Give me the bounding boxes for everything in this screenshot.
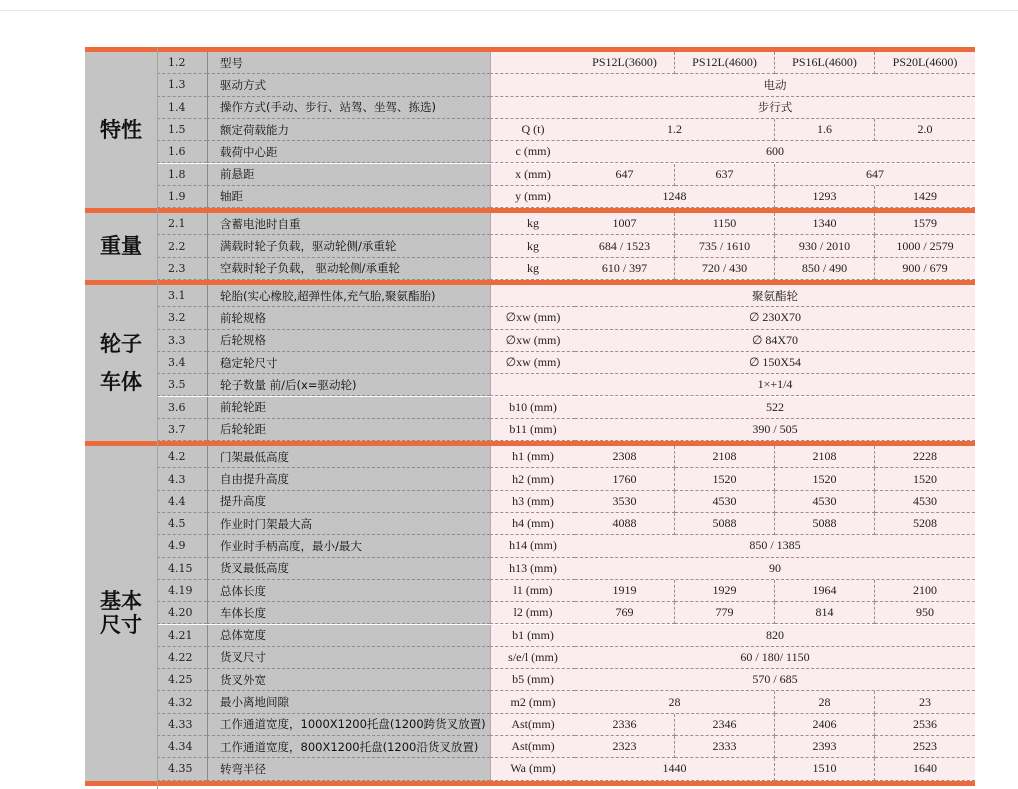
row-name: 提升高度 xyxy=(207,491,490,513)
row-unit: h13 (mm) xyxy=(490,558,575,580)
section-label-line: 车体 xyxy=(100,370,142,395)
value-cell: 5208 xyxy=(875,513,975,535)
value-cell: 90 xyxy=(575,558,975,580)
row-number: 3.6 xyxy=(157,397,207,419)
row-unit: h4 (mm) xyxy=(490,513,575,535)
row-number: 4.32 xyxy=(157,691,207,713)
section-label xyxy=(85,285,157,441)
row-unit: kg xyxy=(490,235,575,257)
value-cell: 2108 xyxy=(675,446,775,468)
value-cell: 735 / 1610 xyxy=(675,235,775,257)
value-cell: 28 xyxy=(575,691,775,713)
row-name: 最小离地间隙 xyxy=(207,691,490,713)
row-unit: Ast(mm) xyxy=(490,714,575,736)
value-cell: 1429 xyxy=(875,186,975,208)
page-top-divider xyxy=(0,10,1018,11)
row-number: 4.5 xyxy=(157,513,207,535)
value-cell: PS12L(4600) xyxy=(675,52,775,74)
value-cell: 4530 xyxy=(675,491,775,513)
row-number: 1.5 xyxy=(157,119,207,141)
row-unit xyxy=(490,74,575,96)
row-unit: h2 (mm) xyxy=(490,468,575,490)
row-name: 货叉外宽 xyxy=(207,669,490,691)
row-unit: b1 (mm) xyxy=(490,625,575,647)
section-divider xyxy=(85,781,975,786)
value-cell: 1520 xyxy=(675,468,775,490)
section-label xyxy=(85,446,157,781)
value-cell: 4088 xyxy=(575,513,675,535)
row-name: 轴距 xyxy=(207,186,490,208)
section-label-line: 重量 xyxy=(100,234,142,259)
value-cell: 5088 xyxy=(775,513,875,535)
value-cell: 2523 xyxy=(875,736,975,758)
row-name: 自由提升高度 xyxy=(207,468,490,490)
value-cell: 522 xyxy=(575,397,975,419)
value-cell: 600 xyxy=(575,141,975,163)
row-unit: h3 (mm) xyxy=(490,491,575,513)
value-cell: 930 / 2010 xyxy=(775,235,875,257)
section-label xyxy=(85,52,157,208)
value-cell: 2228 xyxy=(875,446,975,468)
row-number: 4.20 xyxy=(157,602,207,624)
row-unit: b10 (mm) xyxy=(490,397,575,419)
value-cell: PS12L(3600) xyxy=(575,52,675,74)
section-label xyxy=(85,213,157,280)
value-cell: 850 / 490 xyxy=(775,258,875,280)
value-cell: 1.2 xyxy=(575,119,775,141)
value-cell: 2108 xyxy=(775,446,875,468)
value-cell: 850 / 1385 xyxy=(575,535,975,557)
row-unit: Q (t) xyxy=(490,119,575,141)
value-cell: 1929 xyxy=(675,580,775,602)
section-label-line: 轮子 xyxy=(100,331,142,356)
row-number: 4.33 xyxy=(157,714,207,736)
row-number: 3.2 xyxy=(157,307,207,329)
row-unit: ∅xw (mm) xyxy=(490,352,575,374)
row-unit: m2 (mm) xyxy=(490,691,575,713)
row-number: 4.21 xyxy=(157,625,207,647)
row-name: 作业时手柄高度，最小/最大 xyxy=(207,535,490,557)
value-cell: PS16L(4600) xyxy=(775,52,875,74)
value-cell: 电动 xyxy=(575,74,975,96)
value-cell: 647 xyxy=(575,164,675,186)
row-name: 轮子数量 前/后(x=驱动轮) xyxy=(207,374,490,396)
row-unit: x (mm) xyxy=(490,164,575,186)
row-unit: b11 (mm) xyxy=(490,419,575,441)
column-separator xyxy=(157,47,158,789)
value-cell: 1760 xyxy=(575,468,675,490)
row-unit xyxy=(490,97,575,119)
spec-table xyxy=(85,47,975,789)
row-name: 总体宽度 xyxy=(207,625,490,647)
row-unit: l2 (mm) xyxy=(490,602,575,624)
row-unit: s/e/l (mm) xyxy=(490,647,575,669)
row-name: 驱动方式 xyxy=(207,74,490,96)
section-label-line: 尺寸 xyxy=(100,613,142,638)
row-name: 载荷中心距 xyxy=(207,141,490,163)
row-unit: l1 (mm) xyxy=(490,580,575,602)
row-number: 4.4 xyxy=(157,491,207,513)
value-cell: 2308 xyxy=(575,446,675,468)
value-cell: 647 xyxy=(775,164,975,186)
row-number: 1.2 xyxy=(157,52,207,74)
row-number: 2.3 xyxy=(157,258,207,280)
row-number: 1.6 xyxy=(157,141,207,163)
value-cell: 779 xyxy=(675,602,775,624)
row-number: 4.25 xyxy=(157,669,207,691)
row-unit: c (mm) xyxy=(490,141,575,163)
row-number: 3.1 xyxy=(157,285,207,307)
row-name: 转弯半径 xyxy=(207,758,490,780)
value-cell: 814 xyxy=(775,602,875,624)
row-unit: Wa (mm) xyxy=(490,758,575,780)
value-cell: 1340 xyxy=(775,213,875,235)
value-cell: 2406 xyxy=(775,714,875,736)
row-name: 前轮规格 xyxy=(207,307,490,329)
value-cell: 2393 xyxy=(775,736,875,758)
row-unit: kg xyxy=(490,258,575,280)
row-unit xyxy=(490,374,575,396)
value-cell: 390 / 505 xyxy=(575,419,975,441)
value-cell: 900 / 679 xyxy=(875,258,975,280)
row-name: 轮胎(实心橡胶,超弹性体,充气胎,聚氨酯胎) xyxy=(207,285,490,307)
row-number: 1.4 xyxy=(157,97,207,119)
value-cell: 1579 xyxy=(875,213,975,235)
row-unit: ∅xw (mm) xyxy=(490,330,575,352)
value-cell: 1919 xyxy=(575,580,675,602)
value-cell: 2323 xyxy=(575,736,675,758)
row-name: 后轮规格 xyxy=(207,330,490,352)
section-label-line: 基本 xyxy=(100,589,142,614)
value-cell: 769 xyxy=(575,602,675,624)
value-cell: 4530 xyxy=(775,491,875,513)
row-number: 4.34 xyxy=(157,736,207,758)
value-cell: 720 / 430 xyxy=(675,258,775,280)
row-unit: h14 (mm) xyxy=(490,535,575,557)
row-number: 4.19 xyxy=(157,580,207,602)
row-name: 门架最低高度 xyxy=(207,446,490,468)
row-name: 货叉最低高度 xyxy=(207,558,490,580)
row-name: 工作通道宽度，1000X1200托盘(1200跨货叉放置) xyxy=(207,714,490,736)
value-cell: 23 xyxy=(875,691,975,713)
value-cell: ∅ 84X70 xyxy=(575,330,975,352)
row-unit: h1 (mm) xyxy=(490,446,575,468)
row-name: 工作通道宽度，800X1200托盘(1200沿货叉放置) xyxy=(207,736,490,758)
row-name: 总体长度 xyxy=(207,580,490,602)
value-cell: 1510 xyxy=(775,758,875,780)
value-cell: 1640 xyxy=(875,758,975,780)
value-cell: 1520 xyxy=(775,468,875,490)
value-cell: 3530 xyxy=(575,491,675,513)
row-number: 4.3 xyxy=(157,468,207,490)
row-name: 前悬距 xyxy=(207,164,490,186)
row-number: 3.4 xyxy=(157,352,207,374)
row-name: 货叉尺寸 xyxy=(207,647,490,669)
value-cell: 570 / 685 xyxy=(575,669,975,691)
row-number: 1.8 xyxy=(157,164,207,186)
row-number: 4.15 xyxy=(157,558,207,580)
value-cell: ∅ 230X70 xyxy=(575,307,975,329)
row-number: 3.7 xyxy=(157,419,207,441)
row-number: 2.2 xyxy=(157,235,207,257)
row-name: 稳定轮尺寸 xyxy=(207,352,490,374)
value-cell: 1.6 xyxy=(775,119,875,141)
value-cell: 1000 / 2579 xyxy=(875,235,975,257)
row-number: 4.2 xyxy=(157,446,207,468)
value-cell: ∅ 150X54 xyxy=(575,352,975,374)
value-cell: 1×+1/4 xyxy=(575,374,975,396)
row-number: 4.9 xyxy=(157,535,207,557)
value-cell: 2336 xyxy=(575,714,675,736)
row-name: 含蓄电池时自重 xyxy=(207,213,490,235)
row-name: 空载时轮子负载， 驱动轮侧/承重轮 xyxy=(207,258,490,280)
value-cell: 1007 xyxy=(575,213,675,235)
row-number: 2.1 xyxy=(157,213,207,235)
value-cell: 5088 xyxy=(675,513,775,535)
value-cell: 4530 xyxy=(875,491,975,513)
row-name: 型号 xyxy=(207,52,490,74)
row-number: 4.35 xyxy=(157,758,207,780)
value-cell: 2333 xyxy=(675,736,775,758)
value-cell: 1150 xyxy=(675,213,775,235)
row-name: 后轮轮距 xyxy=(207,419,490,441)
row-unit: Ast(mm) xyxy=(490,736,575,758)
value-cell: 2536 xyxy=(875,714,975,736)
row-name: 前轮轮距 xyxy=(207,397,490,419)
value-cell: 820 xyxy=(575,625,975,647)
row-unit: kg xyxy=(490,213,575,235)
row-number: 4.22 xyxy=(157,647,207,669)
row-name: 满载时轮子负载，驱动轮侧/承重轮 xyxy=(207,235,490,257)
row-name: 额定荷载能力 xyxy=(207,119,490,141)
row-unit xyxy=(490,52,575,74)
value-cell: 60 / 180/ 1150 xyxy=(575,647,975,669)
row-unit: ∅xw (mm) xyxy=(490,307,575,329)
row-name: 操作方式(手动、步行、站驾、坐驾、拣选) xyxy=(207,97,490,119)
value-cell: 684 / 1523 xyxy=(575,235,675,257)
value-cell: 610 / 397 xyxy=(575,258,675,280)
section-label-line: 特性 xyxy=(100,117,142,142)
row-number: 3.5 xyxy=(157,374,207,396)
value-cell: 1248 xyxy=(575,186,775,208)
value-cell: 2.0 xyxy=(875,119,975,141)
row-number: 1.9 xyxy=(157,186,207,208)
row-number: 3.3 xyxy=(157,330,207,352)
row-unit: y (mm) xyxy=(490,186,575,208)
value-cell: 1440 xyxy=(575,758,775,780)
row-name: 车体长度 xyxy=(207,602,490,624)
row-unit xyxy=(490,285,575,307)
value-cell: PS20L(4600) xyxy=(875,52,975,74)
value-cell: 步行式 xyxy=(575,97,975,119)
value-cell: 1520 xyxy=(875,468,975,490)
value-cell: 950 xyxy=(875,602,975,624)
value-cell: 1964 xyxy=(775,580,875,602)
value-cell: 28 xyxy=(775,691,875,713)
value-cell: 1293 xyxy=(775,186,875,208)
value-cell: 637 xyxy=(675,164,775,186)
value-cell: 2100 xyxy=(875,580,975,602)
row-name: 作业时门架最大高 xyxy=(207,513,490,535)
value-cell: 2346 xyxy=(675,714,775,736)
value-cell: 聚氨酯轮 xyxy=(575,285,975,307)
row-unit: b5 (mm) xyxy=(490,669,575,691)
row-number: 1.3 xyxy=(157,74,207,96)
